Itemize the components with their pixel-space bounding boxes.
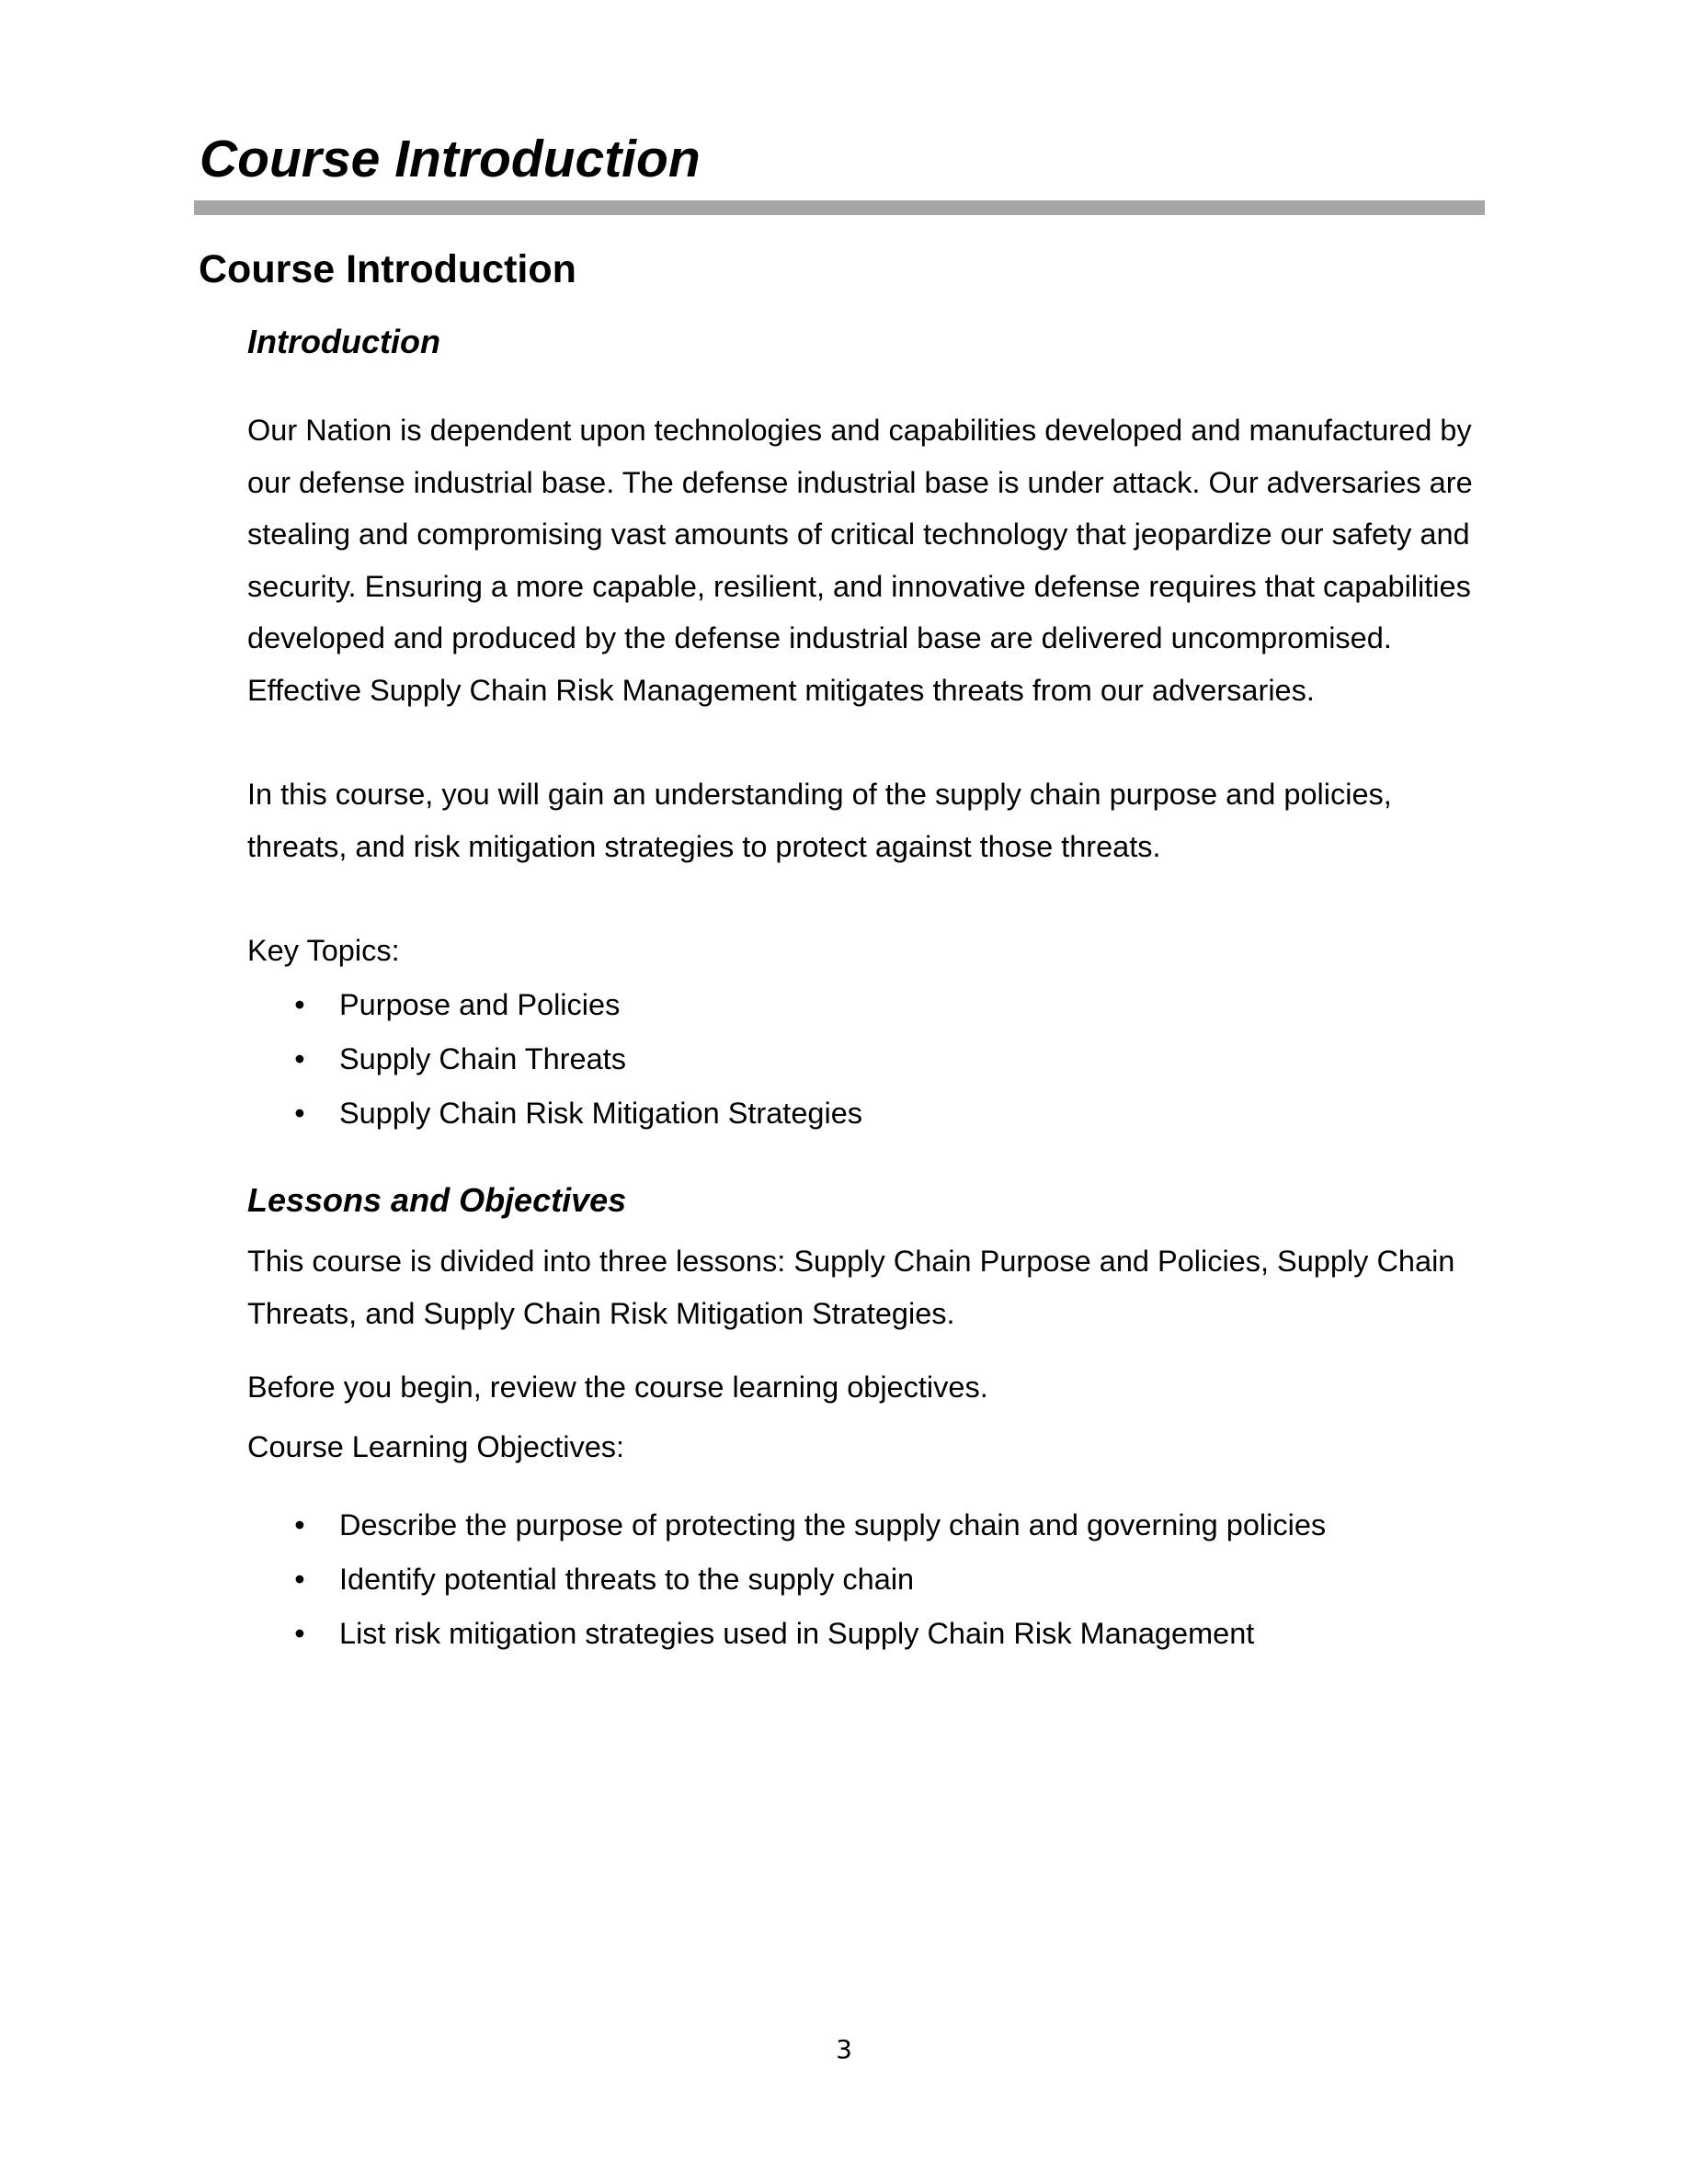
key-topic-text: Purpose and Policies bbox=[339, 988, 621, 1021]
before-begin-text: Before you begin, review the course learning objectives. bbox=[247, 1371, 988, 1404]
introduction-paragraph-1: Our Nation is dependent upon technologies and capabilities developed and manufactured by our defense industrial base. The defense industrial base is under attack. Our adversaries are stealing and compromising vast amounts of critical technology that jeopardize our safety and security. Ensuring a more capable, resilient, and innovative defense requires that capabilities developed and produced by the defense industrial base are delivered uncompromised. Effective Supply Chain Risk Management mitigates threats from our adversaries. bbox=[247, 414, 1473, 707]
page-number: 3 bbox=[836, 2034, 852, 2065]
chapter-title: Course Introduction bbox=[200, 130, 701, 188]
bullet-icon: • bbox=[294, 1563, 305, 1596]
chapter-title-rule bbox=[194, 200, 1485, 215]
bullet-icon: • bbox=[294, 1097, 305, 1130]
objective-text: Describe the purpose of protecting the supply chain and governing policies bbox=[339, 1508, 1327, 1541]
introduction-heading: Introduction bbox=[247, 323, 440, 360]
lessons-paragraph: This course is divided into three lessons: Supply Chain Purpose and Policies, Supply Chain Threats, and Supply Chain Risk Mitigation Strategies. bbox=[247, 1245, 1455, 1330]
introduction-paragraph-2: In this course, you will gain an understanding of the supply chain purpose and policies, threats, and risk mitigation strategies to protect against those threats. bbox=[247, 778, 1392, 863]
key-topic-text: Supply Chain Threats bbox=[339, 1042, 626, 1075]
section-heading: Course Introduction bbox=[199, 247, 576, 291]
bullet-icon: • bbox=[294, 988, 305, 1021]
objectives-label: Course Learning Objectives: bbox=[247, 1430, 625, 1463]
key-topics-label: Key Topics: bbox=[247, 934, 400, 967]
objective-text: Identify potential threats to the supply chain bbox=[339, 1563, 915, 1596]
lessons-heading: Lessons and Objectives bbox=[247, 1181, 627, 1219]
key-topic-text: Supply Chain Risk Mitigation Strategies bbox=[339, 1097, 863, 1130]
bullet-icon: • bbox=[294, 1617, 305, 1650]
bullet-icon: • bbox=[294, 1508, 305, 1541]
bullet-icon: • bbox=[294, 1042, 305, 1075]
objective-text: List risk mitigation strategies used in Supply Chain Risk Management bbox=[339, 1617, 1255, 1650]
